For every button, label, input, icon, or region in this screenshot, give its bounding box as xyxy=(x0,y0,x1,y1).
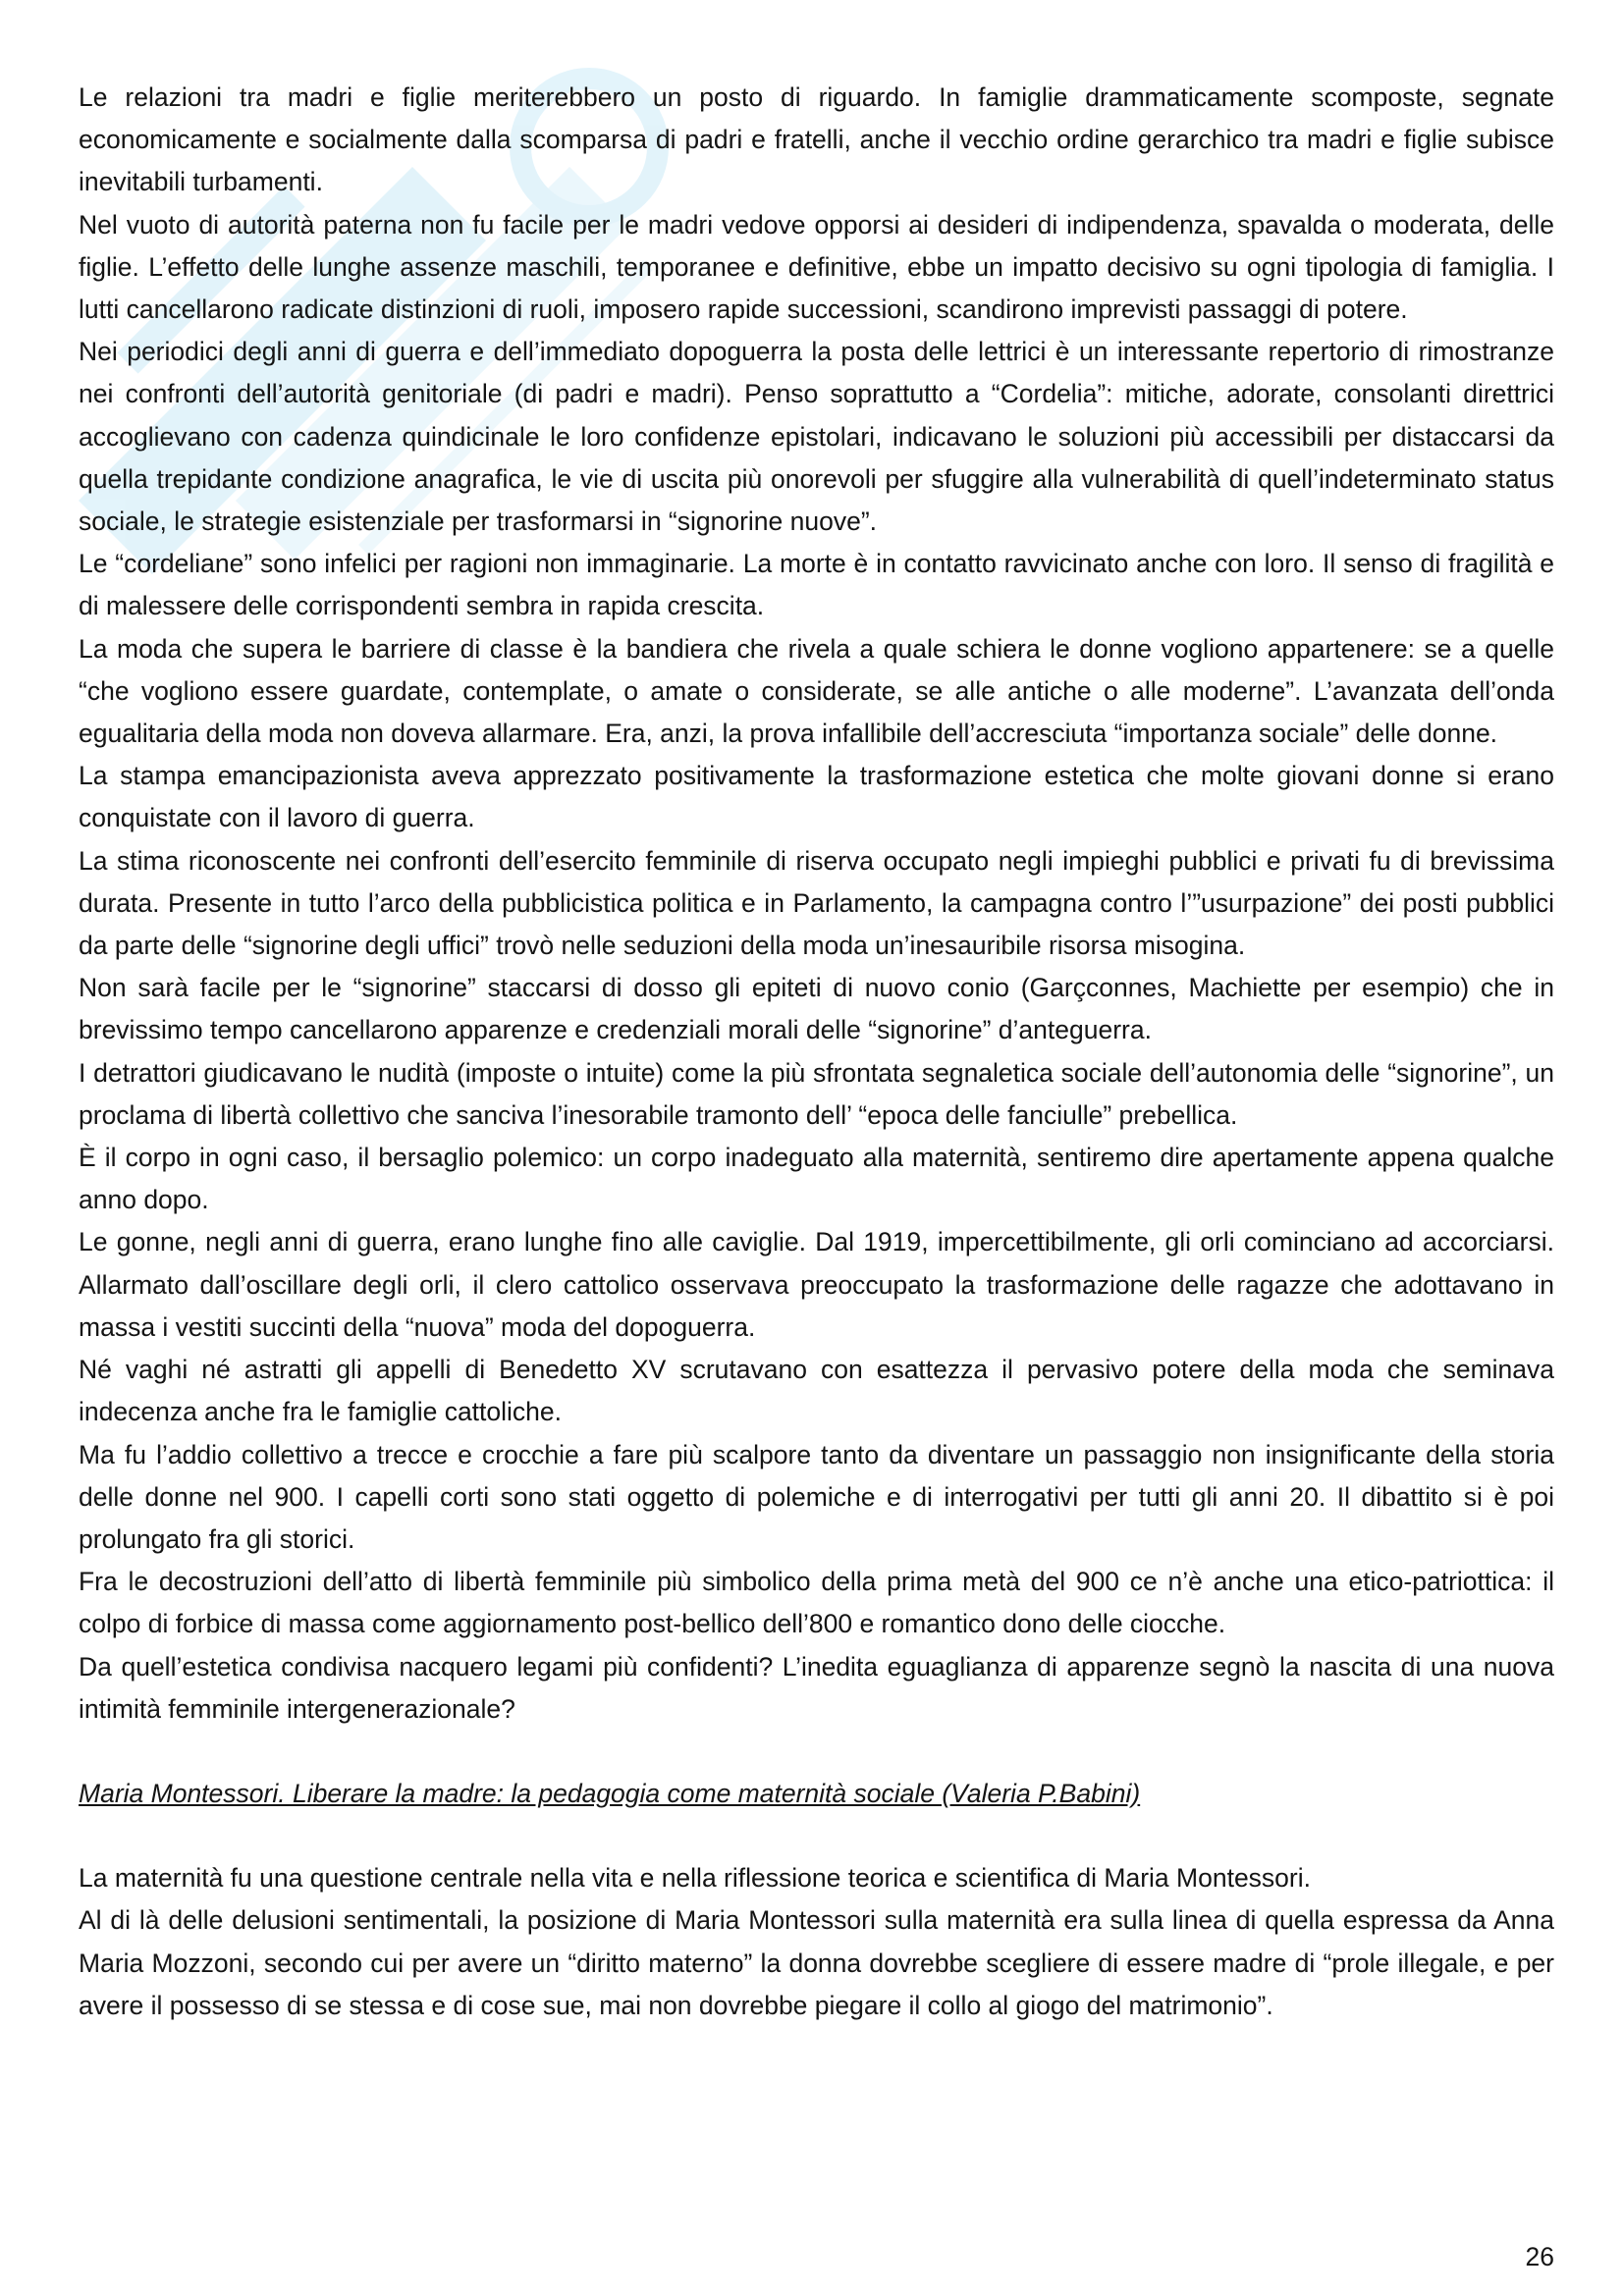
paragraph: Né vaghi né astratti gli appelli di Benedetto XV scrutavano con esattezza il pervasivo potere della moda che seminava indecenza anche fra le famiglie cattoliche. xyxy=(79,1355,1554,1427)
paragraph: Da quell’estetica condivisa nacquero legami più confidenti? L’inedita eguaglianza di apparenze segnò la nascita di una nuova intimità femminile intergenerazionale? xyxy=(79,1651,1554,1724)
paragraph: È il corpo in ogni caso, il bersaglio polemico: un corpo inadeguato alla maternità, sentiremo dire apertamente appena qualche anno dopo. xyxy=(79,1143,1554,1215)
paragraph: Non sarà facile per le “signorine” staccarsi di dosso gli epiteti di nuovo conio (Garçconnes, Machiette per esempio) che in brevissimo tempo cancellarono apparenze e credenziali morali delle “signorine” d’anteguerra. xyxy=(79,973,1554,1045)
body-text-part1 xyxy=(79,77,1554,1731)
section-heading: Maria Montessori. Liberare la madre: la pedagogia come maternità sociale (Valeria P.Babini) xyxy=(79,1778,1141,1808)
paragraph: Fra le decostruzioni dell’atto di libertà femminile più simbolico della prima metà del 900 ce n’è anche una etico-patriottica: il colpo di forbice di massa come aggiornamento post-bellico dell’800 e romantico dono delle ciocche. xyxy=(79,1567,1554,1639)
paragraph: La stima riconoscente nei confronti dell’esercito femminile di riserva occupato negli impieghi pubblici e privati fu di brevissima durata. Presente in tutto l’arco della pubblicistica politica e in Parlamento, la campagna contro l’”usurpazione” dei posti pubblici da parte delle “signorine degli uffici” trovò nelle seduzioni della moda un’inesauribile risorsa misogina. xyxy=(79,845,1554,961)
paragraph: Le “cordeliane” sono infelici per ragioni non immaginarie. La morte è in contatto ravvicinato anche con loro. Il senso di fragilità e di malessere delle corrispondenti sembra in rapida crescita. xyxy=(79,549,1554,621)
paragraph: Ma fu l’addio collettivo a trecce e crocchie a fare più scalpore tanto da diventare un passaggio non insignificante della storia delle donne nel 900. I capelli corti sono stati oggetto di polemiche e di interrogativi per tutti gli anni 20. Il dibattito si è poi prolungato fra gli storici. xyxy=(79,1439,1554,1554)
body-text-part2 xyxy=(79,1857,1554,2027)
paragraph: Le relazioni tra madri e figlie meriterebbero un posto di riguardo. In famiglie drammaticamente scomposte, segnate economicamente e socialmente dalla scomparsa di padri e fratelli, anche il vecchio ordine gerarchico tra madri e figlie subisce inevitabili turbamenti. xyxy=(79,82,1554,197)
paragraph: La maternità fu una questione centrale nella vita e nella riflessione teorica e scientifica di Maria Montessori. xyxy=(79,1863,1311,1894)
paragraph: Nei periodici degli anni di guerra e dell’immediato dopoguerra la posta delle lettrici è un interessante repertorio di rimostranze nei confronti dell’autorità genitoriale (di padri e madri). Penso soprattutto a “Cordelia”: mitiche, adorate, consolanti direttrici accoglievano con cadenza quindicinale le loro confidenze epistolari, indicavano le soluzioni più accessibili per distaccarsi da quella trepidante condizione anagrafica, le vie di uscita più onorevoli per sfuggire alla vulnerabilità di quell’indeterminato status sociale, le strategie esistenziale per trasformarsi in “signorine nuove”. xyxy=(79,337,1554,537)
paragraph: La moda che supera le barriere di classe è la bandiera che rivela a quale schiera le donne vogliono appartenere: se a quelle “che vogliono essere guardate, contemplate, o amate o considerate, se alle antiche o alle moderne”. L’avanzata dell’onda egualitaria della moda non doveva allarmare. Era, anzi, la prova infallibile dell’accresciuta “importanza sociale” delle donne. xyxy=(79,633,1554,749)
paragraph: La stampa emancipazionista aveva apprezzato positivamente la trasformazione estetica che molte giovani donne si erano conquistate con il lavoro di guerra. xyxy=(79,761,1554,833)
page-body xyxy=(79,77,1554,2027)
paragraph: I detrattori giudicavano le nudità (imposte o intuite) come la più sfrontata segnaletica sociale dell’autonomia delle “signorine”, un proclama di libertà collettivo che sanciva l’inesorabile tramonto dell’ “epoca delle fanciulle” prebellica. xyxy=(79,1057,1554,1130)
paragraph: Nel vuoto di autorità paterna non fu facile per le madri vedove opporsi ai desideri di indipendenza, spavalda o moderata, delle figlie. L’effetto delle lunghe assenze maschili, temporanee e definitive, ebbe un impatto decisivo su ogni tipologia di famiglia. I lutti cancellarono radicate distinzioni di ruoli, imposero rapide successioni, scandirono imprevisti passaggi di potere. xyxy=(79,209,1554,325)
paragraph: Al di là delle delusioni sentimentali, la posizione di Maria Montessori sulla maternità era sulla linea di quella espressa da Anna Maria Mozzoni, secondo cui per avere un “diritto materno” la donna dovrebbe scegliere di essere madre di “prole illegale, e per avere il possesso di se stessa e di cose sue, mai non dovrebbe piegare il collo al giogo del matrimonio”. xyxy=(79,1905,1554,2020)
paragraph: Le gonne, negli anni di guerra, erano lunghe fino alle caviglie. Dal 1919, impercettibilmente, gli orli cominciano ad accorciarsi. Allarmato dall’oscillare degli orli, il clero cattolico osservava preoccupato la trasformazione delle ragazze che adottavano in massa i vestiti succinti della “nuova” moda del dopoguerra. xyxy=(79,1227,1554,1342)
page-number: 26 xyxy=(1525,2242,1554,2271)
